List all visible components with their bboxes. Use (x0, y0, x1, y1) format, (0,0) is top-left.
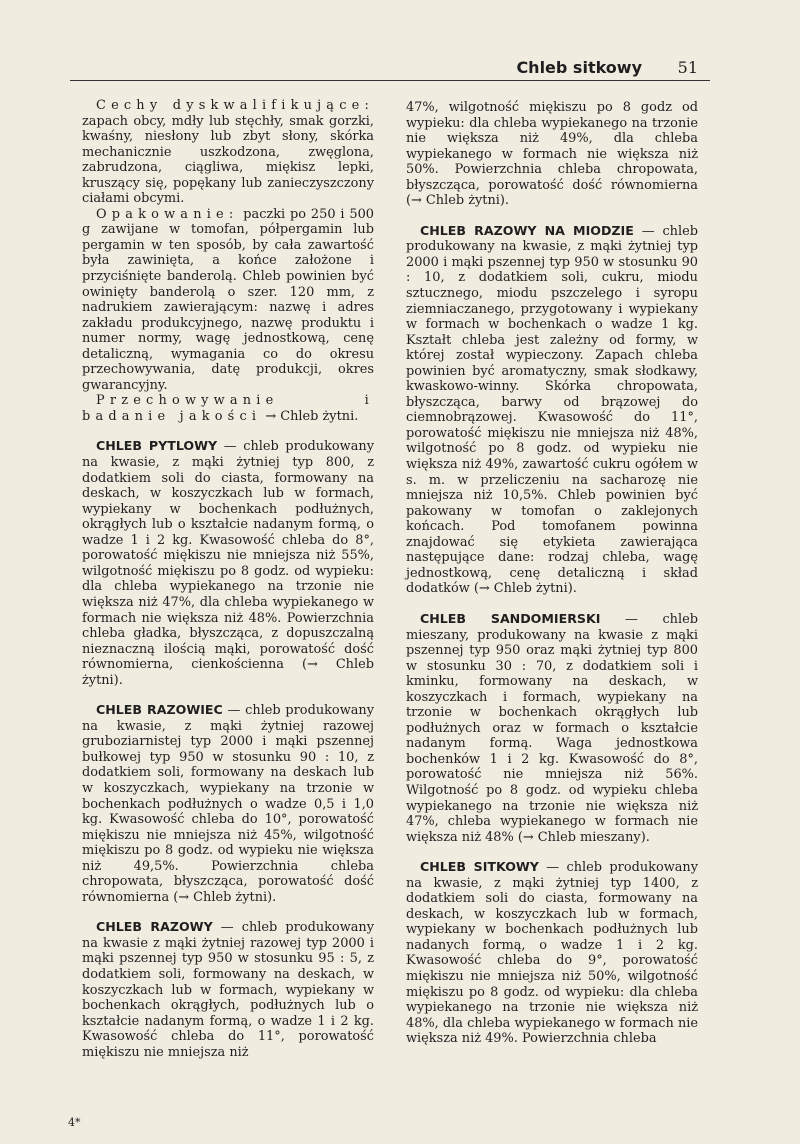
entry-chleb-sitkowy: CHLEB SITKOWY — chleb produkowany na kwasie, z mąki żytniej typ 1400, z dodatkiem soli do ciasta, formowany na deskach, w koszyczkach lub w formach, wypiekany w bochenkach podłużnych lub nadanych formą, o wadze 1 i 2 kg. Kwasowość chleba do 9°, porowatość miękiszu nie mniejsza niż 50%, wilgotność miękiszu po 8 godz. od wypieku: dla chleba wypiekanego na trzonie nie większa niż 48%, dla chleba wypiekanego w formach nie większa niż 49%. Powierzchnia chleba (406, 859, 699, 1047)
entry-heading: CHLEB RAZOWY NA MIODZIE (420, 222, 634, 238)
entry-disqualifying-features: Cechy dyskwalifikujące: zapach obcy, mdły lub stęchły, smak gorzki, kwaśny, niesłony lub zbyt słony, skórka mechanicznie uszkodzona, zwęglona, zabrudzona, ciągliwa, miękisz lepki, kruszący się, popękany lub zanieczyszczony ciałami obcymi. (82, 98, 374, 207)
entry-heading: CHLEB SITKOWY (420, 859, 539, 875)
entry-storage: Przechowywanie i badanie jakości → Chleb żytni. (82, 393, 374, 424)
entry-packaging: Opakowanie: paczki po 250 i 500 g zawijane w tomofan, półpergamin lub pergamin w ten sposób, by cała zawartość była zawinięta, a końce założone i przyciśnięte banderolą. Chleb powinien być owinięty banderolą o szer. 120 mm, z nadrukiem zawierającym: nazwę i adres zakładu produkcyjnego, nazwę produktu i numer normy, wagę jednostkową, cenę detaliczną, wymagania co do okresu przechowywania, datę produkcji, okres gwarancyjny. (82, 206, 374, 393)
entry-heading: CHLEB RAZOWY (96, 919, 213, 935)
entry-heading: CHLEB PYTLOWY (96, 438, 218, 454)
signature-mark: 4* (68, 1116, 81, 1129)
entry-continuation: 47%, wilgotność miękiszu po 8 godz od wypieku: dla chleba wypiekanego na trzonie nie większa niż 49%, dla chleba wypiekanego w formach nie większa niż 50%. Powierzchnia chleba chropowata, błyszcząca, porowatość dość równomierna (→ Chleb żytni). (406, 100, 698, 209)
running-title: Chleb sitkowy (516, 58, 642, 77)
entry-chleb-razowy-na-miodzie: CHLEB RAZOWY NA MIODZIE — chleb produkowany na kwasie, z mąki żytniej typ 2000 i mąki pszennej typ 950 w stosunku 90 : 10, z dodatkiem soli, cukru, miodu sztucznego, miodu pszczelego i syropu ziemniaczanego, przygotowany i wypiekany w formach w bochenkach o wadze 1 kg. Kształt chleba jest zależny od formy, w której został wypieczony. Zapach chleba powinien być aromatyczny, smak słodkawy, kwaskowo-winny. Skórka chropowata, błyszcząca, barwy od brązowej do ciemnobrązowej. Kwasowość do 11°, porowatość miękiszu nie mniejsza niż 48%, wilgotność po 8 godz. od wypieku nie większa niż 49%, zawartość cukru ogółem w s. m. w przeliczeniu na sacharozę nie mniejsza niż 10,5%. Chleb powinien być pakowany w tomofan o zaklejonych końcach. Pod tomofanem powinna znajdować się etykieta zawierająca następujące dane: rodzaj chleba, wagę jednostkową, cenę detaliczną i skład dodatków (→ Chleb żytni). (406, 222, 698, 597)
running-header (70, 56, 710, 81)
entry-chleb-pytlowy: CHLEB PYTLOWY — chleb produkowany na kwasie, z mąki żytniej typ 800, z dodatkiem soli do ciasta, formowany na deskach, w koszyczkach lub w formach, wypiekany w bochenkach podłużnych, okrągłych lub o kształcie nadanym formą, o wadze 1 i 2 kg. Kwasowość chleba do 8°, porowatość miękiszu nie mniejsza niż 55%, wilgotność miękiszu po 8 godz. od wypieku: dla chleba wypiekanego na trzonie nie większa niż 47%, dla chleba wypiekanego w formach nie większa niż 48%. Powierzchnia chleba gładka, błyszcząca, z dopuszczalną nieznaczną ilością mąki, porowatość dość równomierna, cienkościenna (→ Chleb żytni). (82, 438, 374, 688)
entry-chleb-razowy: CHLEB RAZOWY — chleb produkowany na kwasie z mąki żytniej razowej typ 2000 i mąki pszennej typ 950 w stosunku 95 : 5, z dodatkiem soli, formowany na deskach, w koszyczkach lub w formach, wypiekany w bochenkach okrągłych, podłużnych lub o kształcie nadanym formą, o wadze 1 i 2 kg. Kwasowość chleba do 11°, porowatość miękiszu nie mniejsza niż (82, 919, 374, 1060)
entry-chleb-razowiec: CHLEB RAZOWIEC — chleb produkowany na kwasie, z mąki żytniej razowej gruboziarnistej typ 2000 i mąki pszennej bułkowej typ 950 w stosunku 90 : 10, z dodatkiem soli, formowany na deskach lub w koszyczkach, wypiekany na trzonie w bochenkach podłużnych o wadze 0,5 i 1,0 kg. Kwasowość chleba do 10°, porowatość miękiszu nie mniejsza niż 45%, wilgotność miękiszu po 8 godz. od wypieku nie większa niż 49,5%. Powierzchnia chleba chropowata, błyszcząca, porowatość dość równomierna (→ Chleb żytni). (82, 702, 374, 905)
entry-chleb-sandomierski: CHLEB SANDOMIERSKI — chleb mieszany, produkowany na kwasie z mąki pszennej typ 950 oraz mąki żytniej typ 800 w stosunku 30 : 70, z dodatkiem soli i kminku, formowany na deskach, w koszyczkach i formach, wypiekany na trzonie w bochenkach okrągłych lub podłużnych oraz w formach o kształcie nadanym formą. Waga jednostkowa bochenków 1 i 2 kg. Kwasowość do 8°, porowatość nie mniejsza niż 56%. Wilgotność po 8 godz. od wypieku chleba wypiekanego na trzonie nie większa niż 47%, chleba wypiekanego w formach nie większa niż 48% (→ Chleb mieszany). (406, 610, 698, 845)
entry-heading: CHLEB RAZOWIEC (96, 702, 223, 718)
left-column (82, 98, 374, 1060)
page-number: 51 (677, 58, 698, 77)
right-column (406, 100, 698, 1047)
entry-heading: CHLEB SANDOMIERSKI (420, 610, 601, 626)
